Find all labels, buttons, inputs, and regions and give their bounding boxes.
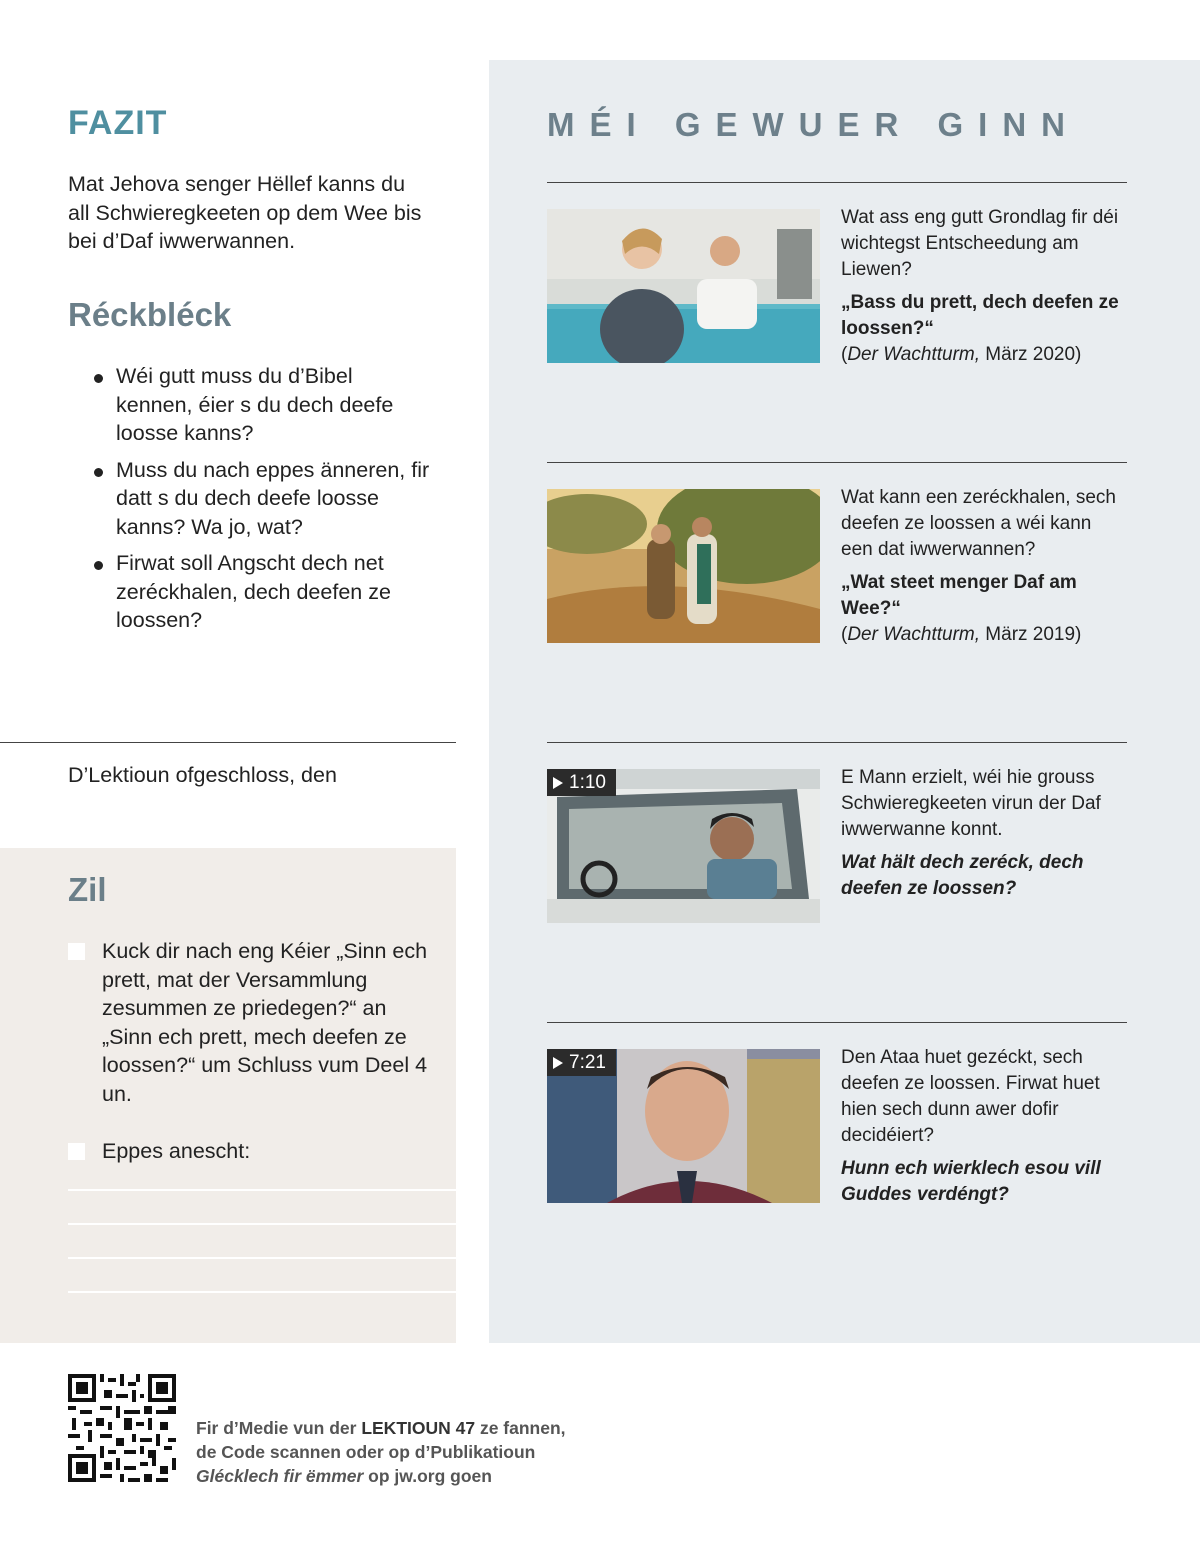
divider [0, 742, 456, 743]
footer-line-3: Glécklech fir ëmmer op jw.org goen [196, 1466, 492, 1486]
divider [547, 182, 1127, 183]
footer-line-2: de Code scannen oder op d’Publikatioun [196, 1442, 536, 1462]
video-link[interactable]: Hunn ech wierklech esou vill Guddes verdéngt? [841, 1158, 1101, 1205]
goal-item-text: Kuck dir nach eng Kéier „Sinn ech prett, mat der Versammlung zesummen ze priedegen?“ an „Sinn ech prett, mech deefen ze loossen?“ um Schluss vum Deel 4 un. [102, 939, 428, 1106]
article-entry [841, 205, 1121, 368]
footer-note [196, 1416, 566, 1488]
write-line[interactable] [68, 1223, 456, 1225]
entry-description: Den Ataa huet gezéckt, sech deefen ze loossen. Firwat huet hien sech dunn awer dofir decidéiert? [841, 1047, 1100, 1146]
video-link[interactable]: Wat hält dech zeréck, dech deefen ze loossen? [841, 852, 1084, 899]
review-question: Muss du nach eppes änneren, fir datt s du dech deefe loosse kanns? Wa jo, wat? [92, 456, 432, 542]
write-line[interactable] [68, 1291, 456, 1293]
play-icon [553, 777, 563, 789]
conclusion-heading: FAZIT [68, 104, 168, 142]
lesson-completed-label: D’Lektioun ofgeschloss, den [68, 763, 337, 787]
goal-heading: Zil [68, 871, 107, 908]
entry-description: E Mann erzielt, wéi hie grouss Schwieregkeeten virun der Daf iwwerwanne konnt. [841, 767, 1101, 840]
divider [547, 1022, 1127, 1023]
learn-more-heading: MÉI GEWUER GINN [547, 106, 1081, 143]
article-thumbnail-baptism[interactable] [547, 209, 820, 363]
other-goal-label: Eppes anescht: [102, 1139, 251, 1163]
qr-code[interactable] [68, 1374, 176, 1482]
road-painting-image [547, 489, 820, 643]
video-entry [841, 765, 1121, 902]
article-source: (Der Wachtturm, März 2020) [841, 344, 1082, 365]
write-line[interactable] [68, 1257, 456, 1259]
video-duration-badge: 7:21 [547, 1049, 616, 1076]
article-entry [841, 485, 1121, 648]
article-link[interactable]: „Bass du prett, dech deefen ze loossen?“ [841, 292, 1119, 339]
review-question: Wéi gutt muss du d’Bibel kennen, éier s du dech deefe loosse kanns? [92, 362, 432, 448]
review-heading: Réckbléck [68, 296, 232, 333]
video-entry [841, 1045, 1121, 1208]
write-line[interactable] [68, 1189, 456, 1191]
divider [547, 462, 1127, 463]
other-goal-checkbox[interactable] [68, 1143, 85, 1160]
article-thumbnail-road[interactable] [547, 489, 820, 643]
video-duration-badge: 1:10 [547, 769, 616, 796]
qr-code-image [68, 1374, 176, 1482]
play-icon [553, 1057, 563, 1069]
review-list [92, 362, 432, 643]
goal-checkbox[interactable] [68, 943, 85, 960]
article-source: (Der Wachtturm, März 2019) [841, 624, 1082, 645]
review-question: Firwat soll Angscht dech net zeréckhalen, dech deefen ze loossen? [92, 549, 432, 635]
video-thumbnail-car[interactable] [547, 769, 820, 923]
baptism-image [547, 209, 820, 363]
article-link[interactable]: „Wat steet menger Daf am Wee?“ [841, 572, 1077, 619]
divider [547, 742, 1127, 743]
entry-description: Wat ass eng gutt Grondlag fir déi wichtegst Entscheedung am Liewen? [841, 207, 1119, 280]
video-thumbnail-interview[interactable] [547, 1049, 820, 1203]
entry-description: Wat kann een zeréckhalen, sech deefen ze loossen a wéi kann een dat iwwerwannen? [841, 487, 1116, 560]
footer-line-1: Fir d’Medie vun der LEKTIOUN 47 ze fannen, [196, 1418, 566, 1438]
conclusion-text: Mat Jehova senger Hëllef kanns du all Schwieregkeeten op dem Wee bis bei d’Daf iwwerwannen. [68, 172, 422, 253]
